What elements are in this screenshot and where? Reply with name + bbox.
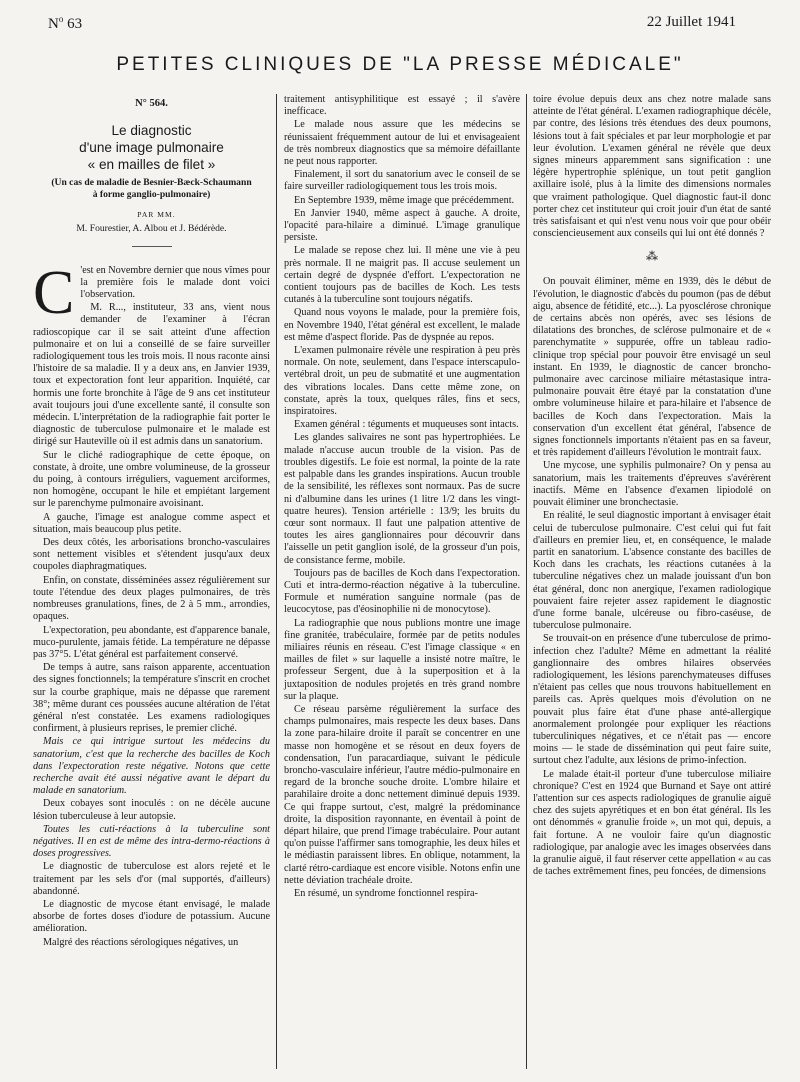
paragraph: M. R..., instituteur, 33 ans, vient nous demander de l'examiner à l'écran radioscopique car il se sait atteint d'une affection pulmonaire et on lui a conseillé de se faire surveiller radiologiquement tous les trois mois. Il nous raconte ainsi l'histoire de sa maladie. Il y a deux ans, en Janvier 1939, toux et expectoration font leur apparition. Inquiété, car hormis une forte bronchite à l'âge de 9 ans cet instituteur avait toujours joui d'une excellente santé, il consulte son médecin. L'interprétation de la radiographie fait porter le diagnostic de tuberculose pulmonaire et le malade est dirigé sur Hauteville où il est admis dans un sanatorium. [33,302,270,448]
paragraph: Deux cobayes sont inoculés : on ne décèle aucune lésion tuberculeuse à leur autopsie. [33,798,270,822]
paragraph: L'expectoration, peu abondante, est d'apparence banale, muco-purulente, jamais fétide. La température ne dépasse pas 37°5. L'état général est parfaitement conservé. [33,624,270,660]
paragraph: Le malade se repose chez lui. Il mène une vie à peu près normale. Il ne maigrit pas. Il accuse seulement un certain degré de dyspnée d'effort. L'expectoration ne contient toujours pas de bacilles de Koch. Les tests cutanés à la tuberculine sont toujours négatifs. [284,245,520,306]
article-title: Le diagnostic d'une image pulmonaire « en mailles de filet » [79,123,224,173]
paragraph: Finalement, il sort du sanatorium avec le conseil de se faire surveiller radiologiquement tous les trois mois. [284,169,520,193]
paragraph: Des deux côtés, les arborisations broncho-vasculaires sont nettement visibles et s'étendent jusqu'aux deux coupoles diaphragmatiques. [33,537,270,573]
paragraph: En Septembre 1939, même image que précédemment. [294,194,515,206]
paragraph: Se trouvait-on en présence d'une tuberculose de primo-infection chez l'adulte? Même en admettant la réalité ganglionnaire des ombres hilaires observées radiologiquement, les lésions parenchymateuses diffuses n'étaient pas celles que nous trouvons habituellement en pareils cas. Après quelques mois d'évolution on ne pouvait plus faire état d'une phase anté-allergique anormalement prolongée pour expliquer les réactions tuberculiniques négatives, et ce n'était pas — encore moins — le stade de dissémination qui peut faire suite, surtout chez l'adulte, aux lésions de primo-infection. [533,633,771,767]
paragraph: Le diagnostic de mycose étant envisagé, le malade absorbe de fortes doses d'iodure de potassium. Aucune amélioration. [33,898,270,935]
paragraph: Le diagnostic de tuberculose est alors rejeté et le traitement par les sels d'or (mal supportés, d'ailleurs) abandonné. [33,861,270,897]
paragraph: Mais ce qui intrigue surtout les médecins du sanatorium, c'est que la recherche des bacilles de Koch dans l'expectoration reste négative. Notons que cette recherche avait été aussi négative avant le départ du malade en sanatorium. [33,736,270,797]
paragraph: Le malade était-il porteur d'une tuberculose miliaire chronique? C'est en 1924 que Burnand et Saye ont attiré l'attention sur ces aspects radiologiques de granulie aiguë chez des sujets apyrétiques et en bon état général. Ils les ont dénommés « granulie froide », un mot qui, depuis, a fait fortune. A ne vouloir faire qu'un diagnostic radiologique, par analogie avec les images observées dans la granulie aiguë, il faut réserver cette appellation « au cas de taches extrêmement fines, peu foncées, de dimensions [533,768,771,878]
paragraph: Quand nous voyons le malade, pour la première fois, en Novembre 1940, l'état général est excellent, le malade est même d'aspect floride. Pas de dyspnée au repos. [284,307,520,343]
paragraph: Malgré des réactions sérologiques négatives, un [43,936,239,948]
paragraph: On pouvait éliminer, même en 1939, dès le début de l'évolution, le diagnostic d'abcès du poumon (pas de début aigu, absence de fétidité, etc...). La pyosclérose chronique de certains abcès non opérés, avec ses lésions de dilatations des bronches, de sclérose pulmonaire et de « parenchymatite » suppurée, offre un tableau radio-clinique trop spécial pour pouvoir être envisagé un seul instant. En 1939, le diagnostic de cancer broncho-pulmonaire avec carcinose miliaire métastasique intra-pulmonaire pouvait être étayé par la constatation d'une ombre volumineuse hilaire et para-hilaire et l'absence de bacilles de Koch dans l'expectoration. Mais la conservation d'un excellent état général, l'absence de signes fonctionnels importants n'étaient pas en sa faveur, et très rapidement d'ailleurs l'évolution le montrait faux. [533,276,771,459]
paragraph: Les glandes salivaires ne sont pas hypertrophiées. Le malade n'accuse aucun trouble de la vision. Pas de troubles digestifs. Le foie est normal, la pointe de la rate est palpable dans les grandes inspirations. Aucun trouble de la sensibilité, les réflexes sont normaux. Pas de sucre ni d'albumine dans les urines (1 litre 1/2 dans les vingt-quatre heures). Tension artérielle : 13/9; les bruits du cœur sont normaux. Il faut une palpation attentive de toutes les aires ganglionnaires pour découvrir dans l'aisselle un petit ganglion isolé, de la grosseur d'un pois, de consistance ferme, mobile. [284,432,520,566]
masthead: PETITES CLINIQUES DE "LA PRESSE MÉDICALE" [116,54,684,75]
article-subtitle: (Un cas de maladie de Besnier-Bæck-Schaumann à forme ganglio-pulmonaire) [51,177,252,201]
paragraph: Enfin, on constate, disséminées assez régulièrement sur toute l'étendue des deux plages pulmonaires, de très nombreuses granulations, fines, de 2 à 5 mm., arrondies, opaques. [33,574,270,623]
separator [132,246,172,247]
paragraph: Une mycose, une syphilis pulmonaire? On y pensa au sanatorium, mais les traitements d'épreuves s'avérèrent inactifs. Même en l'absence d'examen lipiodolé on pouvait éliminer une bronchectasie. [533,460,771,509]
paragraph: Toujours pas de bacilles de Koch dans l'expectoration. Cuti et intra-dermo-réaction négative à la tuberculine. Formule et numération sanguine normale (pas de leucocytose, pas d'éosinophilie ni de monocytose). [284,567,520,616]
paragraph: Sur le cliché radiographique de cette époque, on constate, à droite, une ombre volumineuse, de la grosseur du poing, à contours irréguliers, vaguement arciformes, non homogène, occupant le hile et empiétant largement sur le parenchyme pulmonaire avoisinant. [33,449,270,510]
authors: M. Fourestier, A. Albou et J. Bédérède. [76,223,227,235]
issue-number: $N^o$ 63 [48,14,83,32]
paragraph: Le malade nous assure que les médecins se réunissaient fréquemment autour de lui et envisageaient de très nombreux diagnostics que sa mémoire défaillante ne peut nous rapporter. [284,119,520,168]
paragraph: C 'est en Novembre dernier que nous vîmes pour la première fois le malade dont voici l'observation. [33,258,270,327]
paragraph: A gauche, l'image est analogue comme aspect et situation, mais beaucoup plus petite. [33,511,270,535]
column-rule [526,94,527,1069]
paragraph: Examen général : téguments et muqueuses sont intacts. [294,419,519,431]
paragraph: La radiographie que nous publions montre une image fine granitée, trabéculaire, formée par de petits nodules miliaires réunis en réseau. C'est l'image classique « en mailles de filet » sur laquelle a insisté notre maître, le professeur Sergent, due à la superposition et à la juxtaposition de nodules projetés en très grand nombre sur la plaque. [284,617,520,702]
paragraph: Toutes les cuti-réactions à la tuberculine sont négatives. Il en est de même des intra-dermo-réactions à doses progressives. [33,823,270,860]
asterism: ⁂ [646,249,658,264]
paragraph: Ce réseau parsème régulièrement la surface des champs pulmonaires, mais respecte les deux bases. Dans la zone para-hilaire droite il paraît se concentrer en une masse non homogène et se résout en deux foyers de condensation, l'un paracardiaque, suivant le pédicule broncho-vasculaire inférieur, l'autre médio-pulmonaire en regard de la bronche souche droite. L'ombre hilaire et parahilaire droite a donc nettement diminué depuis 1939. Ce qui frappe surtout, c'est, malgré la prédominance droite, la disposition rayonnante, en éventail à point de départ hilaire, que prend l'image trabéculaire. Pour autant qu'on puisse l'affirmer sans tomographie, les deux hiles et le médiastin paraissent libres. En oblique, notamment, la clarté rétro-cardiaque est encore visible. Notons enfin une nette déviation trachéale droite. [284,703,520,886]
issue-date: 22 Juillet 1941 [646,14,736,30]
paragraph: toire évolue depuis deux ans chez notre malade sans atteinte de l'état général. L'examen radiographique décèle, par contre, des lésions très étendues des deux poumons, lésions tout à fait spéciales et par leur morphologie et par leur évolution. L'examen général ne révèle que deux signes mineurs apparemment sans signification : une légère hypertrophie splénique, un tout petit ganglion axillaire isolé, plus à la limite des dimensions normales que vraiment pathologique. Quel diagnostic faut-il donc porter chez cet instituteur qui croit jouir d'un état de santé très satisfaisant et qui n'est venu nous voir que pour obéir consciencieusement aux conseils qui lui ont été donnés ? [533,94,771,240]
column-1 [33,94,270,950]
paragraph: En réalité, le seul diagnostic important à envisager était celui de tuberculose pulmonaire. C'est celui qui fut fait d'ailleurs en premier lieu, et, en conséquence, le malade partit en sanatorium. L'absence constante des bacilles de Koch dans les crachats, les réactions cutanées à la tuberculine négatives chez un malade jouissant d'un bon état général, donc non anergique, l'examen radiologique pouvaient faire rejeter assez rapidement le diagnostic d'une forme banale, ulcéreuse ou fibro-caséuse, de tuberculose pulmonaire. [533,510,771,632]
paragraph: En Janvier 1940, même aspect à gauche. A droite, l'opacité para-hilaire a diminué. L'image granulique persiste. [284,207,520,244]
par-label: PAR MM. [137,210,176,220]
paragraph: En résumé, un syndrome fonctionnel respira- [294,888,478,899]
column-rule [276,94,277,1069]
article-number: N° 564. [135,98,168,109]
paragraph: traitement antisyphilitique est essayé ; il s'avère inefficace. [284,94,520,118]
column-2 [284,94,520,901]
column-3 [533,94,771,879]
paragraph: De temps à autre, sans raison apparente, accentuation des signes fonctionnels; la température s'inscrit en crochet sur la courbe graphique, mais ne dépasse que rarement 38°; même durant ces poussées aucune altération de l'état général n'est constatée. Les examens radiologiques confirment, à plusieurs reprises, le premier cliché. [33,662,270,735]
drop-cap: C [33,258,75,327]
paragraph: L'examen pulmonaire révèle une respiration à peu près normale. On note, seulement, dans l'espace interscapulo-vertébral droit, un peu de submatité et une augmentation des vibrations locales. Dans cette même zone, on constate, après la toux, quelques râles, fins et secs, inspiratoires. [284,345,520,418]
